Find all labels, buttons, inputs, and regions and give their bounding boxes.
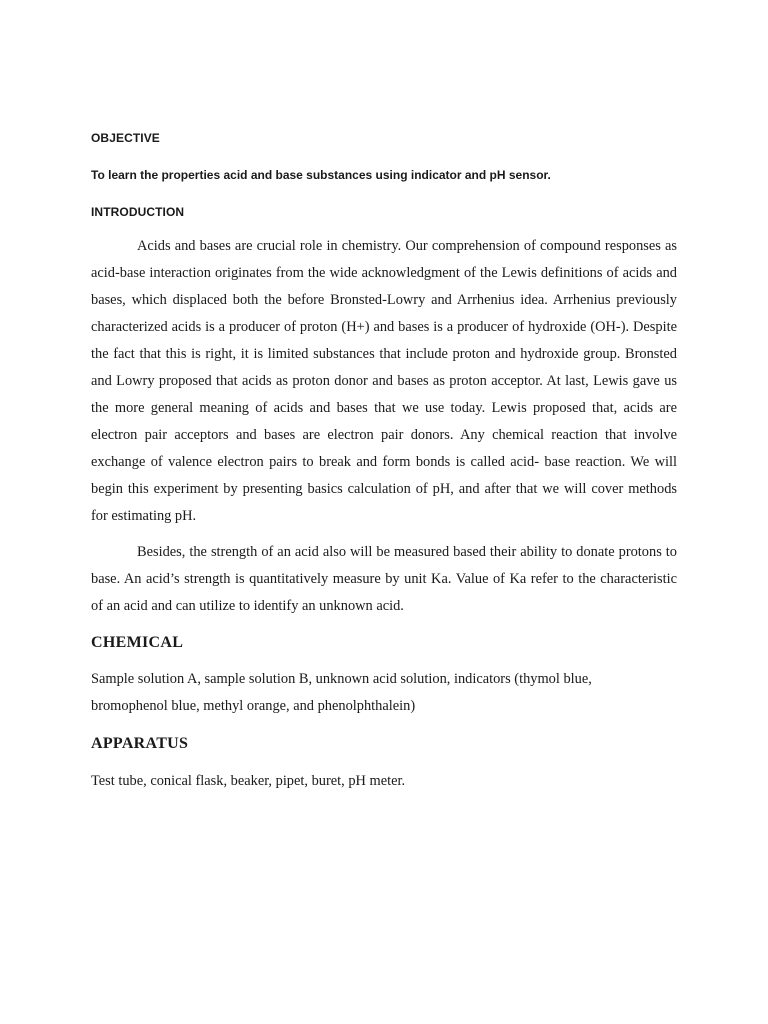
chemical-heading: CHEMICAL (91, 634, 184, 651)
introduction-paragraph-2: Besides, the strength of an acid also will be measured based their ability to donate protons to base. An acid’s strength is quantitatively measure by unit Ka. Value of Ka refer to the characteristic of an acid and can utilize to identify an unknown acid. (91, 544, 677, 614)
apparatus-text: Test tube, conical flask, beaker, pipet, buret, pH meter. (91, 773, 406, 789)
chemical-text: Sample solution A, sample solution B, unknown acid solution, indicators (thymol blue, bromophenol blue, methyl orange, and phenolphthalein) (91, 671, 592, 714)
introduction-heading: INTRODUCTION (91, 205, 185, 219)
objective-text: To learn the properties acid and base substances using indicator and pH sensor. (91, 168, 551, 182)
introduction-paragraph-1: Acids and bases are crucial role in chemistry. Our comprehension of compound responses as acid-base interaction originates from the wide acknowledgment of the Lewis definitions of acids and bases, which displaced both the before Bronsted-Lowry and Arrhenius idea. Arrhenius previously characterized acids is a producer of proton (H+) and bases is a producer of hydroxide (OH-). Despite the fact that this is right, it is limited substances that include proton and hydroxide group. Bronsted and Lowry proposed that acids as proton donor and bases as proton acceptor. At last, Lewis gave us the more general meaning of acids and bases that we use today. Lewis proposed that, acids are electron pair acceptors and bases are electron pair donors. Any chemical reaction that involve exchange of valence electron pairs to break and form bonds is called acid- base reaction. We will begin this experiment by presenting basics calculation of pH, and after that we will cover methods for estimating pH. (91, 238, 677, 524)
apparatus-heading: APPARATUS (91, 735, 189, 752)
introduction-paragraph-2-block (91, 539, 677, 620)
objective-heading: OBJECTIVE (91, 131, 160, 145)
introduction-paragraph-1-block (91, 233, 677, 530)
